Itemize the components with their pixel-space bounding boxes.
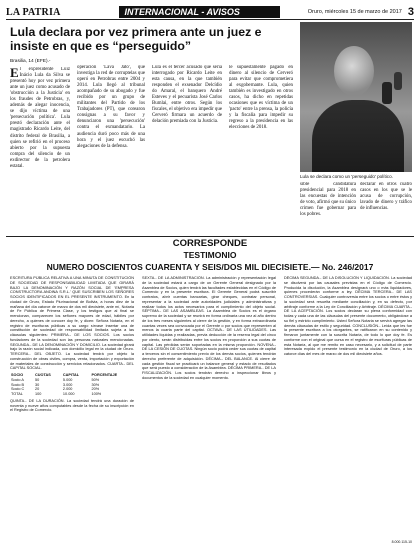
drop-cap: E bbox=[10, 67, 19, 80]
capital-table bbox=[10, 373, 134, 397]
table-cell: 20% bbox=[91, 387, 100, 392]
page-number: 3 bbox=[407, 6, 414, 18]
photo-figure-head bbox=[334, 46, 374, 96]
notice-title-1: CORRESPONDE bbox=[172, 238, 248, 249]
article-text: l expresidente Luiz Inácio Lula da Silva se presentó hoy por vez primera ante un juez como acusado de 'obstrucción a la Justicia' en los fraudes de Petrobras, y, además de alegar inocencia, se dijo víctima de una 'persecución política'. Lula prestó declaración ante el magistrado Ricardo Leite, del distrito federal de Brasilia, a quien se refirió en el proceso abierto por la supuesta compra del silencio de un exdirector de la petrolera estatal. bbox=[10, 67, 70, 169]
table-cell: CUOTAS bbox=[35, 373, 51, 377]
notice-column-3: DÉCIMA SEGUNDA.- DE LA DISOLUCIÓN Y LIQUIDACIÓN. La sociedad se disolverá por las causales previstas en el Código de Comercio. Producida la disolución, la Asamblea designará uno o más liquidadores, quienes procederán conforme a ley. DÉCIMA TERCERA.- DE LAS CONTROVERSIAS. Cualquier controversia entre los socios o entre éstos y la sociedad será resuelta mediante conciliación y, en su defecto, por arbitraje conforme a la Ley de Conciliación y Arbitraje. DÉCIMA CUARTA.- DE LA ACEPTACIÓN. Los socios declaran su plena conformidad con todas y cada una de las cláusulas del presente documento, obligándose a su fiel y estricto cumplimiento. Usted Señora Notaria se servirá agregar las demás cláusulas de estilo y seguridad. CONCLUSIÓN.- Leída que les fue la presente escritura a los otorgantes, se ratificaron en su contenido y firmaron juntamente con la suscrita Notaria, de todo lo que doy fe. Es conforme con el original que cursa en el registro de escrituras públicas de esta Notaría, al que me remito en caso necesario, y a solicitud de parte interesada expido el presente testimonio en la ciudad de Oruro, a los catorce días del mes de marzo de dos mil diecisiete años. bbox=[284, 276, 412, 356]
notice-column-1 bbox=[10, 276, 134, 538]
microphone-icon bbox=[394, 72, 402, 90]
table-cell: 30 bbox=[35, 382, 40, 387]
table-cell: 100% bbox=[91, 392, 102, 396]
article-column-4: le supuestamente pagado en dinero al silencio de Cerveró para evitar que comprometiera al exgobernante. Lula, quien también es investigado en otros casos, ha dicho en repetidas ocasiones que es víctima de un 'pacto' entre la prensa, la policía y la fiscalía para impedir su regreso a la presidencia en las elecciones de 2018. bbox=[229, 65, 293, 131]
table-cell: Socio C bbox=[11, 387, 25, 392]
section-banner: INTERNACIONAL - AVISOS bbox=[119, 6, 280, 18]
article-column-6: declarar en otros cuatro casos en los que se le acusa de corrupción, lavado de dinero y tráfico de influencias. bbox=[360, 182, 412, 212]
table-cell: PORCENTAJE bbox=[91, 373, 118, 377]
table-cell: CAPITAL bbox=[62, 373, 80, 377]
table-cell: TOTAL bbox=[11, 392, 23, 396]
table-row bbox=[10, 392, 134, 397]
table-cell: 20 bbox=[35, 387, 40, 392]
article-column-3: Lula es el tercer acusado que sería interrogado por Ricardo Leite en esta causa, en la que también responden el exsenador Delcídio do Amaral, el banquero André Esteves y el pecuarista José Carlos Bumlai, entre otros. Según los fiscales, el objetivo era impedir que Cerveró firmara un acuerdo de delación premiada con la Justicia. bbox=[152, 65, 222, 125]
section-divider bbox=[6, 236, 414, 237]
notice-column-2: SEXTA.- DE LA ADMINISTRACIÓN. La administración y representación legal de la sociedad estará a cargo de un Gerente General designado por la Asamblea de Socios, quien tendrá las facultades establecidas en el Código de Comercio y en la presente escritura. El Gerente General podrá suscribir contratos, abrir cuentas bancarias, girar cheques, contratar personal, representar a la sociedad ante autoridades judiciales y administrativas y realizar todos los actos necesarios para el cumplimiento del objeto social. SÉPTIMA.- DE LAS ASAMBLEAS. La Asamblea de Socios es el órgano supremo de la sociedad y se reunirá en forma ordinaria una vez al año dentro de los tres meses siguientes al cierre de la gestión, y en forma extraordinaria cuantas veces sea convocada por el Gerente o por socios que representen al menos la cuarta parte del capital. OCTAVA.- DE LAS UTILIDADES. Las utilidades líquidas y realizadas, previa deducción de la reserva legal del cinco por ciento, serán distribuidas entre los socios en proporción a sus cuotas de capital. Las pérdidas serán soportadas en la misma proporción. NOVENA.- DE LA CESIÓN DE CUOTAS. Ningún socio podrá ceder sus cuotas de capital a terceros sin el consentimiento previo de los demás socios, quienes tendrán derecho preferente de adquisición. DÉCIMA.- DEL BALANCE. Al cierre de cada gestión fiscal se practicará un balance general y estado de resultados que será puesto a consideración de la Asamblea. DÉCIMA PRIMERA.- DE LA FISCALIZACIÓN. Los socios tendrán derecho a inspeccionar libros y documentos de la sociedad en cualquier momento. bbox=[142, 276, 276, 380]
article-byline: Brasilia, 14 (EFE).- bbox=[10, 59, 51, 64]
table-cell: Socio B bbox=[11, 382, 25, 387]
table-cell: 50% bbox=[91, 377, 100, 382]
photo-figure-body bbox=[312, 100, 404, 172]
notice-title-2: TESTIMONIO bbox=[183, 250, 237, 260]
table-cell: 3.000 bbox=[62, 382, 73, 387]
dateline: Oruro, miércoles 15 de marzo de 2017 bbox=[307, 9, 402, 15]
table-cell: SOCIO bbox=[11, 373, 24, 377]
table-cell: 30% bbox=[91, 382, 100, 387]
article-column-1 bbox=[10, 67, 70, 232]
masthead: LA PATRIA bbox=[6, 6, 61, 18]
article-headline: Lula declara por vez primera ante un juez e insiste en que es “perseguido” bbox=[10, 25, 262, 53]
microphone-icon bbox=[382, 82, 392, 104]
table-cell: 10.000 bbox=[62, 392, 75, 396]
notice-text: ESCRITURA PÚBLICA RELATIVA A UNA MINUTA DE CONSTITUCIÓN DE SOCIEDAD DE RESPONSABILIDAD LIMITADA QUE GIRARÁ BAJO LA DENOMINACIÓN Y RAZÓN SOCIAL DE 'EMPRESA CONSTRUCTORA ANDINA S.R.L.' QUE SUSCRIBEN LOS SEÑORES SOCIOS IDENTIFICADOS EN EL PRESENTE INSTRUMENTO. En la ciudad de Oruro, Estado Plurinacional de Bolivia, a horas diez de la mañana del día catorce de marzo de dos mil diecisiete, ante mí, Notaria de Fe Pública de Primera Clase, y los testigos que al final se mencionan, comparecen los señores mayores de edad, hábiles por derecho, a quienes de conocer doy fe, y dicen: Señora Notaria, en el registro de escrituras públicas a su cargo sírvase insertar una de constitución de sociedad de responsabilidad limitada sujeta a las cláusulas siguientes: PRIMERA.- DE LOS SOCIOS. Los socios fundadores de la sociedad son las personas naturales mencionadas. SEGUNDA.- DE LA DENOMINACIÓN Y DOMICILIO. La sociedad girará bajo la razón social indicada, con domicilio legal en la ciudad de Oruro. TERCERA.- DEL OBJETO. La sociedad tendrá por objeto la construcción de obras civiles, compra, venta, importación y exportación de materiales de construcción y servicios relacionados. CUARTA.- DEL CAPITAL SOCIAL. bbox=[10, 276, 134, 371]
article-column-5: sible candidatura presidencial para 2018 en las encuestas de intención de voto, afirmó que su único crimen fue gobernar para los pobres. bbox=[300, 182, 356, 218]
notice-text: QUINTA.- DE LA DURACIÓN. La sociedad tendrá una duración de noventa y nueve años computables desde la fecha de su inscripción en el Registro de Comercio. bbox=[10, 398, 134, 413]
table-cell: 100 bbox=[35, 392, 42, 396]
photo-caption: Lula se declara como un 'perseguido' político. bbox=[300, 174, 393, 179]
article-photo bbox=[300, 22, 412, 172]
notice-title-3: NUMERO DOSCIENTOS CUARENTA Y SEIS/DOS MIL DIECISIETE.— No. 246/2017 bbox=[46, 262, 374, 272]
table-cell: 5.000 bbox=[62, 377, 73, 382]
page-header bbox=[6, 5, 414, 20]
table-cell: Socio A bbox=[11, 377, 24, 382]
article-column-2: operación 'Lava Jato', que investiga la red de corruptelas que operó en Petrobras entre 2004 y 2014. Lula llegó al tribunal acompañado de su abogado y fue recibido por un grupo de militantes del Partido de los Trabajadores (PT), que corearon consignas a su favor y denunciaron una 'persecución' contra el exmandatario. La audiencia duró poco más de una hora y el juez escuchó las alegaciones de la defensa. bbox=[77, 65, 145, 149]
table-cell: 50 bbox=[35, 377, 40, 382]
reference-code: 8.000.115-10 bbox=[391, 540, 412, 544]
table-cell: 2.000 bbox=[62, 387, 73, 392]
